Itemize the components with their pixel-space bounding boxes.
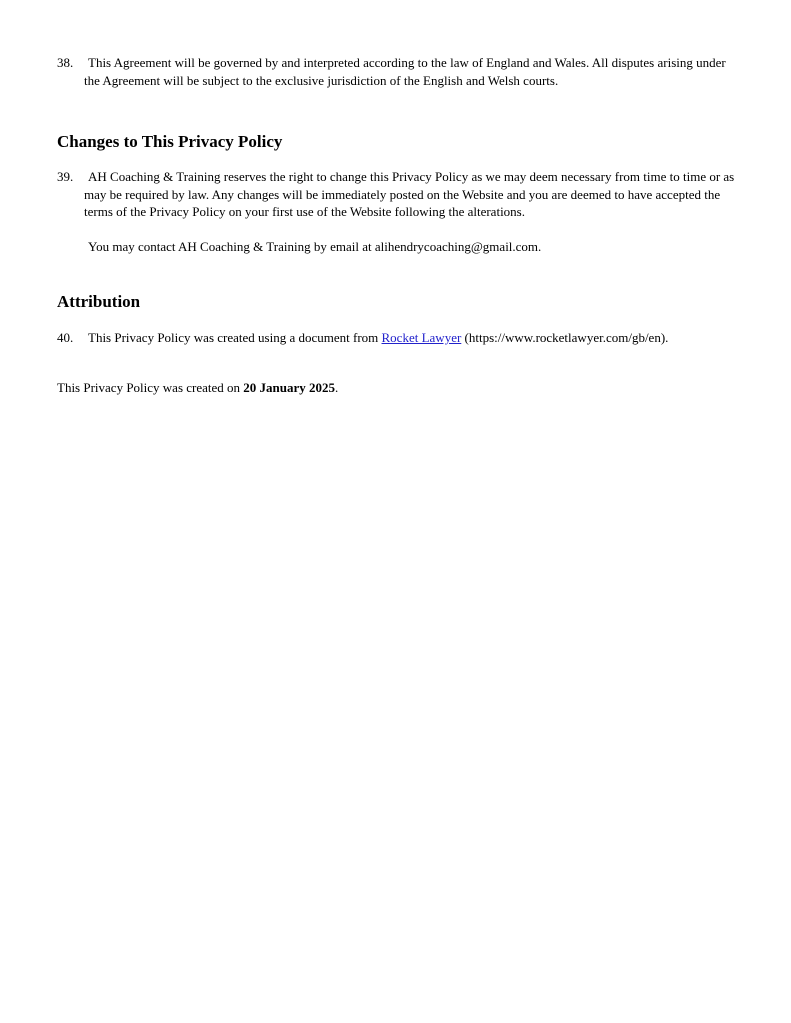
created-on-line — [57, 379, 737, 397]
section-heading-attribution: Attribution — [57, 292, 141, 311]
clause-38 — [57, 54, 737, 89]
clause-text — [84, 330, 668, 345]
clause-text-after: (https://www.rocketlawyer.com/gb/en). — [461, 330, 669, 345]
created-date: 20 January 2025 — [243, 380, 336, 395]
section-heading-changes: Changes to This Privacy Policy — [57, 132, 283, 151]
clause-text: AH Coaching & Training reserves the right to change this Privacy Policy as we may deem necessary from time to time or as may be required by law. Any changes will be immediately posted on the Website and you are deemed to have accepted the terms of the Privacy Policy on your first use of the Website following the alterations. — [84, 169, 735, 219]
created-suffix: . — [335, 380, 339, 395]
rocket-lawyer-link[interactable]: Rocket Lawyer — [381, 330, 462, 345]
clause-number: 39. — [57, 169, 74, 184]
clause-text-before: This Privacy Policy was created using a document from — [88, 330, 382, 345]
clause-number: 38. — [57, 55, 74, 70]
clause-number: 40. — [57, 330, 74, 345]
clause-40 — [57, 329, 737, 347]
created-prefix: This Privacy Policy was created on — [57, 380, 244, 395]
contact-line: You may contact AH Coaching & Training by email at alihendrycoaching@gmail.com. — [88, 239, 542, 254]
clause-39 — [57, 168, 737, 221]
clause-text: This Agreement will be governed by and interpreted according to the law of England and Wales. All disputes arising under the Agreement will be subject to the exclusive jurisdiction of the English and Welsh courts. — [84, 55, 726, 88]
